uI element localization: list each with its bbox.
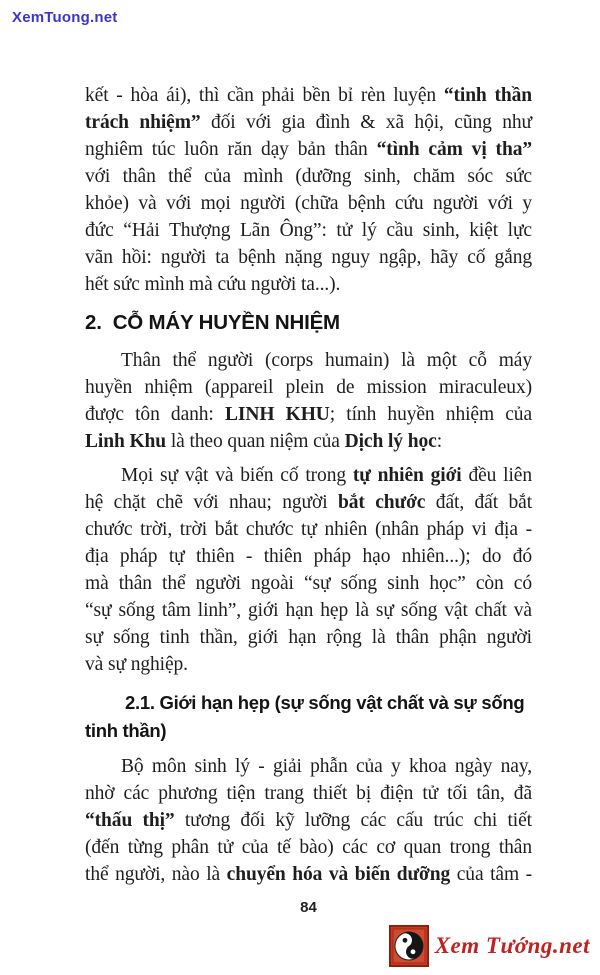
text-line <box>85 271 532 298</box>
text-segment: kết - hòa ái), thì cần phải bền bỉ rèn luyện <box>85 85 444 106</box>
text-segment: (đến từng phân tử của tế bào) các cơ quan trong thân <box>85 837 532 858</box>
paragraph <box>85 82 532 298</box>
text-segment: hệ chặt chẽ với nhau; người <box>85 492 338 513</box>
text-segment: ; tính huyền nhiệm của <box>329 404 533 425</box>
text-segment: sự sống tinh thần, giới hạn rộng là thân phận người <box>85 627 532 648</box>
text-line <box>85 834 532 861</box>
site-logo[interactable] <box>389 925 590 967</box>
text-line <box>85 489 532 516</box>
page-number: 84 <box>300 899 317 916</box>
section-heading <box>85 311 532 335</box>
text-line <box>85 780 532 807</box>
text-line <box>85 244 532 271</box>
text-segment: Dịch lý học <box>344 431 437 452</box>
text-segment: nghiêm túc luôn răn dạy bản thân <box>85 139 377 160</box>
section-number: 2. <box>85 311 102 334</box>
text-segment: chước trời, trời bắt chước tự nhiên (nhân pháp vi địa - <box>85 519 532 540</box>
text-segment: “sự sống tâm linh”, giới hạn hẹp là sự sống vật chất và <box>85 600 532 621</box>
text-segment: LINH KHU <box>224 404 330 425</box>
paragraph <box>85 753 532 888</box>
text-line <box>85 753 532 780</box>
text-segment: nhờ các phương tiện trang thiết bị điện tử tối tân, đã <box>85 783 532 804</box>
text-line <box>85 82 532 109</box>
text-line <box>85 190 532 217</box>
text-line <box>85 163 532 190</box>
text-line <box>85 861 532 888</box>
text-segment: địa pháp tự thiên - thiên pháp hạo nhiên...); do đó <box>85 546 532 567</box>
text-segment: Bộ môn sinh lý - giải phẫn của y khoa ngày nay, <box>121 756 532 777</box>
text-line <box>85 689 532 717</box>
text-line <box>85 217 532 244</box>
text-segment: “tình cảm vị tha” <box>376 139 532 160</box>
text-line <box>85 374 532 401</box>
text-segment: 2.1. Giới hạn hẹp (sự sống vật chất và sự sống <box>125 692 525 713</box>
text-line <box>85 543 532 570</box>
text-segment: mà thân thể người ngoài “sự sống sinh học” còn có <box>85 573 532 594</box>
text-segment: của tâm - <box>450 864 533 885</box>
text-segment: Linh Khu <box>85 431 167 452</box>
text-segment: Mọi sự vật và biến cố trong <box>121 465 353 486</box>
text-segment: và sự nghiệp. <box>85 654 188 675</box>
text-segment: chuyển hóa và biến dưỡng <box>226 864 451 885</box>
text-line <box>85 717 532 745</box>
text-segment: : <box>436 431 443 452</box>
subsection-heading <box>85 689 532 745</box>
text-line <box>85 109 532 136</box>
text-segment: Thân thể người (corps humain) là một cỗ máy <box>121 350 532 371</box>
text-segment: bắt chước <box>337 492 426 513</box>
page-body <box>85 82 532 895</box>
text-segment: được tôn danh: <box>85 404 225 425</box>
text-segment: vãn hồi: người ta bệnh nặng nguy ngập, hãy cố gắng <box>85 247 532 268</box>
text-segment: tinh thần) <box>85 720 167 741</box>
text-segment: huyền nhiệm (appareil plein de mission miraculeux) <box>85 377 532 398</box>
text-line <box>85 462 532 489</box>
text-line <box>85 516 532 543</box>
paragraph <box>85 462 532 678</box>
text-segment: là theo quan niệm của <box>166 431 345 452</box>
text-segment: tự nhiên giới <box>352 465 462 486</box>
text-line <box>85 136 532 163</box>
text-segment: khỏe) và với mọi người (chữa bệnh cứu người với y <box>85 193 532 214</box>
text-line <box>85 401 532 428</box>
text-segment: thể người, nào là <box>85 864 227 885</box>
text-segment: tương đối kỹ lưỡng các cấu trúc chi tiết <box>174 810 532 831</box>
text-line <box>85 624 532 651</box>
text-segment: đều liên <box>461 465 533 486</box>
section-title: CỖ MÁY HUYỀN NHIỆM <box>112 311 340 334</box>
text-line <box>85 651 532 678</box>
logo-wordmark: Xem Tướng.net <box>434 933 590 958</box>
text-line <box>85 570 532 597</box>
text-segment: “thấu thị” <box>85 810 175 831</box>
text-segment: đất, đất bắt <box>425 492 533 513</box>
text-line <box>85 347 532 374</box>
text-segment: trách nhiệm” <box>85 112 201 133</box>
yin-yang-icon <box>389 925 429 967</box>
text-segment: hết sức mình mà cứu người ta...). <box>85 274 341 295</box>
text-segment: với thân thể của mình (dưỡng sinh, chăm sóc sức <box>85 166 532 187</box>
watermark-site-link[interactable]: XemTuong.net <box>12 9 118 26</box>
text-segment: đối với gia đình & xã hội, cũng như <box>200 112 532 133</box>
text-line <box>85 597 532 624</box>
paragraph <box>85 347 532 455</box>
text-line <box>85 807 532 834</box>
text-segment: “tinh thần <box>443 85 532 106</box>
text-segment: đức “Hải Thượng Lãn Ông”: tử lý cầu sinh, kiệt lực <box>85 220 532 241</box>
text-line <box>85 428 532 455</box>
